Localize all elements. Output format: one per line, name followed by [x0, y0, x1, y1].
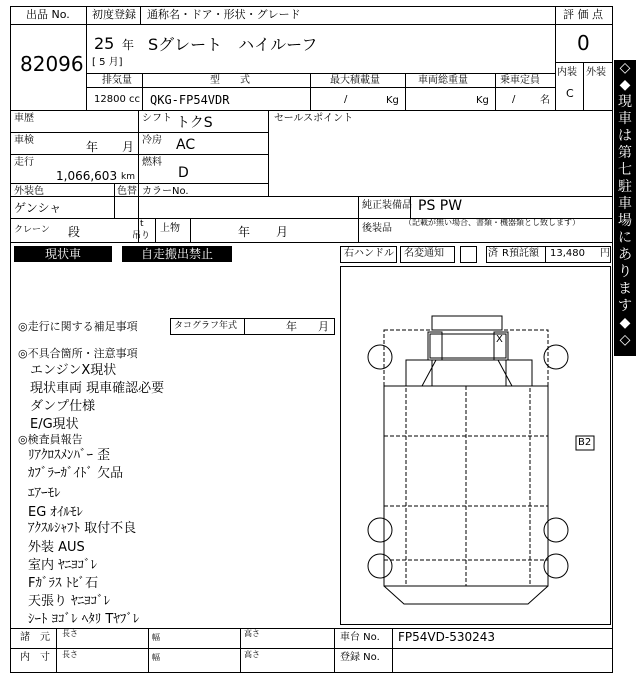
report-item: ｱｸｽﾙｼｬﾌﾄ 取付不良	[28, 521, 137, 536]
color-change-label: 色替	[117, 186, 137, 197]
lot-no-label: 出品 No.	[26, 8, 70, 21]
shift-value: トクS	[176, 115, 213, 131]
max-load-label: 最大積載量	[330, 75, 380, 86]
report-item: ｼｰﾄ ﾖｺﾞﾚ ﾍﾀﾘ Tﾔﾌﾞﾚ	[28, 612, 140, 627]
color-label: 外装色	[14, 186, 44, 197]
damage-mark-b2: B2	[578, 437, 592, 448]
equipment-value: PS PW	[418, 198, 463, 214]
height-label: 高さ	[244, 650, 260, 659]
defect-label: ◎不具合箇所・注意事項	[18, 347, 138, 360]
displacement-label: 排気量	[102, 75, 132, 86]
defect-item: ダンプ仕様	[30, 399, 96, 414]
capacity-label: 乗車定員	[500, 75, 540, 86]
mileage-unit: km	[121, 172, 135, 182]
capacity-unit: 名	[540, 95, 550, 106]
exterior-label: 外装	[586, 67, 606, 78]
handle-label: 右ハンドル	[344, 248, 394, 259]
interior-label: 内装	[557, 67, 577, 78]
tacho-label: タコグラフ年式	[174, 321, 238, 331]
spec-dims-label: 諸 元	[20, 632, 50, 643]
name-change-label: 名変通知	[404, 248, 444, 259]
inspection-month-unit: 月	[122, 140, 135, 154]
chassis-label: 車台 No.	[340, 632, 380, 643]
truck-diagram	[368, 316, 594, 604]
first-reg-month: [ 5 月]	[92, 57, 123, 68]
report-item: 外装 AUS	[28, 540, 85, 555]
mileage-label: 走行	[14, 157, 34, 168]
tacho-year: 年	[286, 320, 297, 333]
max-load-slash: /	[344, 94, 348, 105]
defect-item: エンジンX現状	[30, 363, 117, 378]
upper-label: 上物	[160, 223, 180, 234]
width-label: 幅	[152, 653, 160, 662]
first-reg-year-unit: 年	[122, 38, 135, 52]
height-label: 高さ	[244, 629, 260, 638]
upper-month-unit: 月	[276, 225, 289, 239]
interior-grade: C	[566, 87, 574, 100]
inner-dims-label: 内 寸	[20, 652, 50, 663]
name-change-mark: 済	[488, 248, 498, 259]
after-label: 後装品	[362, 223, 392, 234]
model-name: Sグレート ハイルーフ	[148, 35, 318, 54]
first-reg-year: 25	[94, 34, 115, 53]
crane-lift: 吊り	[132, 231, 151, 241]
as-is-badge: 現状車	[14, 246, 112, 262]
report-item: Fｶﾞﾗｽ ﾄﾋﾞ石	[28, 576, 99, 591]
gross-weight-label: 車両総重量	[418, 75, 468, 86]
length-label: 長さ	[62, 629, 78, 638]
fuel-value: D	[178, 165, 189, 181]
model-label: 通称名・ドア・形状・グレード	[147, 8, 301, 21]
first-reg-label: 初度登録	[92, 8, 136, 21]
inspection-label: 車検	[14, 135, 34, 146]
recycle-label: R預託額	[502, 248, 539, 259]
width-label: 幅	[152, 633, 160, 642]
max-load-unit: Kg	[386, 95, 399, 106]
inspector-label: ◎検査員報告	[18, 433, 83, 446]
ac-value: AC	[176, 137, 196, 153]
lot-no: 82096	[20, 52, 84, 76]
report-item: ｴｱｰﾓﾚ	[28, 486, 61, 501]
color-value: ゲンシャ	[14, 201, 62, 215]
tacho-month: 月	[318, 320, 329, 333]
report-item: ﾘｱｸﾛｽﾒﾝﾊﾞｰ 歪	[28, 448, 111, 463]
history-label: 車歴	[14, 113, 34, 124]
report-item: ｶﾌﾞﾗｰｶﾞｲﾄﾞ 欠品	[28, 466, 124, 481]
mileage: 1,066,603	[56, 169, 118, 183]
defect-item: 現状車両 現車確認必要	[30, 381, 165, 396]
score-label: 評 価 点	[563, 8, 603, 21]
no-self-drive-badge: 自走搬出禁止	[122, 246, 232, 262]
capacity-slash: /	[512, 94, 516, 105]
sales-point-label: セールスポイント	[274, 113, 354, 124]
registration-label: 登録 No.	[340, 652, 380, 663]
length-label: 長さ	[62, 650, 78, 659]
displacement: 12800 cc	[94, 94, 140, 105]
gross-weight-unit: Kg	[476, 95, 489, 106]
crane-stage: 段	[68, 225, 81, 239]
model-type: QKG-FP54VDR	[150, 93, 230, 107]
damage-mark-x: X	[496, 334, 503, 345]
report-item: EG ｵｲﾙﾓﾚ	[28, 505, 83, 520]
run-notes-label: ◎走行に関する補足事項	[18, 320, 138, 333]
score: 0	[577, 31, 590, 55]
type-label: 型 式	[210, 75, 250, 86]
crane-ton: t	[140, 219, 144, 229]
inspection-year-unit: 年	[86, 140, 99, 154]
recycle-unit: 円	[600, 248, 610, 259]
equipment-label: 純正装備品	[362, 200, 412, 211]
upper-year-unit: 年	[238, 225, 251, 239]
chassis-number: FP54VD-530243	[398, 630, 495, 644]
after-note: （記載が無い場合、書類・機器類とし致します）	[404, 218, 580, 227]
report-item: 室内 ﾔﾆﾖｺﾞﾚ	[28, 558, 98, 573]
recycle-amount: 13,480	[550, 248, 585, 259]
parking-notice-banner: ◇ ◆ 現 車 は 第 七 駐 車 場 に あ り ま す ◆ ◇	[614, 60, 636, 356]
fuel-label: 燃料	[142, 157, 162, 168]
report-item: 天張り ﾔﾆﾖｺﾞﾚ	[28, 594, 111, 609]
crane-label: クレーン	[14, 225, 50, 235]
color-code-label: カラーNo.	[142, 186, 189, 197]
ac-label: 冷房	[142, 135, 162, 146]
shift-label: シフト	[142, 113, 172, 124]
defect-item: E/G現状	[30, 417, 79, 432]
